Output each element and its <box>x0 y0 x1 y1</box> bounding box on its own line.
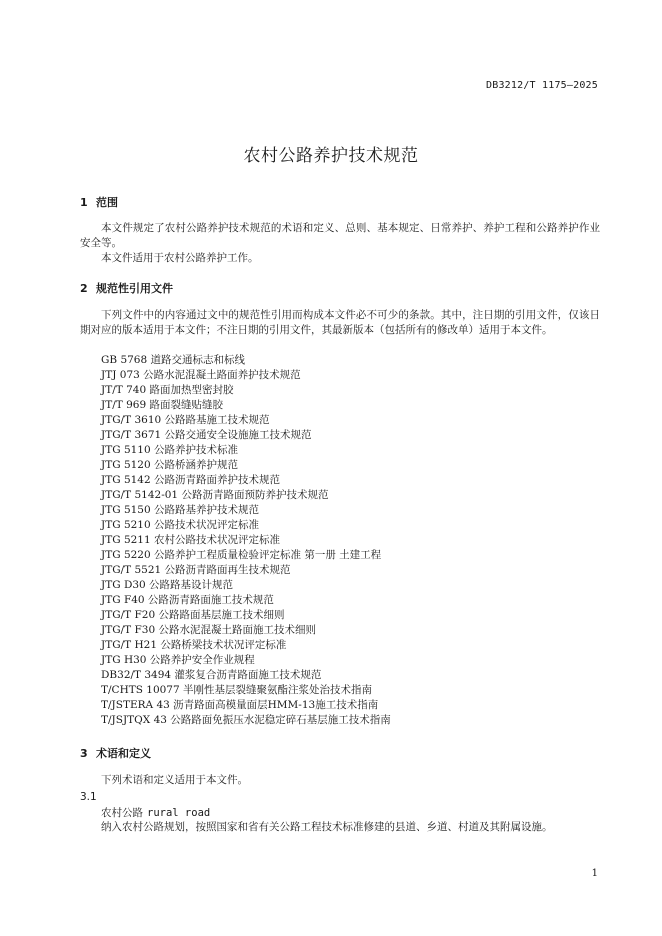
reference-list <box>101 353 391 728</box>
document-title: 农村公路养护技术规范 <box>243 146 419 166</box>
section-1-heading <box>80 194 118 210</box>
reference-item: GB 5768 道路交通标志和标线 <box>101 354 246 366</box>
reference-item: T/JSJTQX 43 公路路面免振压水泥稳定碎石基层施工技术指南 <box>101 714 391 726</box>
reference-item: JTG/T H21 公路桥梁技术状况评定标准 <box>101 639 287 651</box>
reference-item: JTG F40 公路沥青路面施工技术规范 <box>101 594 274 606</box>
reference-item: JTG 5142 公路沥青路面养护技术规范 <box>101 474 280 486</box>
reference-item: JTG H30 公路养护安全作业规程 <box>101 654 255 666</box>
section-title: 范围 <box>96 196 118 209</box>
reference-item: JTG/T 3671 公路交通安全设施施工技术规范 <box>101 429 312 441</box>
term-name-en: rural road <box>147 807 211 819</box>
reference-item: JTG/T 3610 公路路基施工技术规范 <box>101 414 270 426</box>
reference-item: T/JSTERA 43 沥青路面高模量面层HMM-13施工技术指南 <box>101 699 379 711</box>
reference-item: JTG/T 5521 公路沥青路面再生技术规范 <box>101 564 291 576</box>
term-name-cn: 农村公路 <box>101 807 143 819</box>
term-definition: 纳入农村公路规划，按照国家和省有关公路工程技术标准修建的县道、乡道、村道及其附属设施。 <box>101 821 553 833</box>
section-title: 术语和定义 <box>96 747 151 760</box>
section-number: 1 <box>80 196 88 209</box>
reference-item: JTG 5210 公路技术状况评定标准 <box>101 519 259 531</box>
reference-item: JTG/T F30 公路水泥混凝土路面施工技术细则 <box>101 624 316 636</box>
reference-item: JTG 5110 公路养护技术标准 <box>101 444 238 456</box>
section-2-heading <box>80 280 173 296</box>
reference-item: JTG 5150 公路路基养护技术规范 <box>101 504 259 516</box>
term-number: 3.1 <box>80 791 97 803</box>
reference-item: JTJ 073 公路水泥混凝土路面养护技术规范 <box>101 369 301 381</box>
term-heading <box>101 805 210 820</box>
references-intro: 下列文件中的内容通过文中的规范性引用而构成本文件必不可少的条款。其中，注日期的引用文件，仅该日期对应的版本适用于本文件；不注日期的引用文件，其最新版本（包括所有的修改单）适用于本文件。 <box>80 309 600 336</box>
document-code: DB3212/T 1175—2025 <box>486 80 598 91</box>
reference-item: JTG 5120 公路桥涵养护规范 <box>101 459 238 471</box>
section-3-heading <box>80 745 151 761</box>
section-number: 3 <box>80 747 88 760</box>
reference-item: JT/T 969 路面裂缝贴缝胶 <box>101 399 223 411</box>
reference-item: JTG/T 5142-01 公路沥青路面预防养护技术规范 <box>101 489 329 501</box>
scope-paragraph-2: 本文件适用于农村公路养护工作。 <box>101 252 259 264</box>
terms-intro: 下列术语和定义适用于本文件。 <box>101 774 248 786</box>
scope-paragraph-1: 本文件规定了农村公路养护技术规范的术语和定义、总则、基本规定、日常养护、养护工程和公路养护作业安全等。 <box>80 222 600 249</box>
reference-item: JTG 5211 农村公路技术状况评定标准 <box>101 534 280 546</box>
reference-item: T/CHTS 10077 半刚性基层裂缝聚氨酯注浆处治技术指南 <box>101 684 373 696</box>
page-number: 1 <box>591 868 598 879</box>
section-number: 2 <box>80 282 88 295</box>
reference-item: JTG 5220 公路养护工程质量检验评定标准 第一册 土建工程 <box>101 549 382 561</box>
reference-item: JTG D30 公路路基设计规范 <box>101 579 234 591</box>
reference-item: JT/T 740 路面加热型密封胶 <box>101 384 234 396</box>
section-title: 规范性引用文件 <box>96 282 173 295</box>
reference-item: JTG/T F20 公路路面基层施工技术细则 <box>101 609 285 621</box>
reference-item: DB32/T 3494 灌浆复合沥青路面施工技术规范 <box>101 669 322 681</box>
